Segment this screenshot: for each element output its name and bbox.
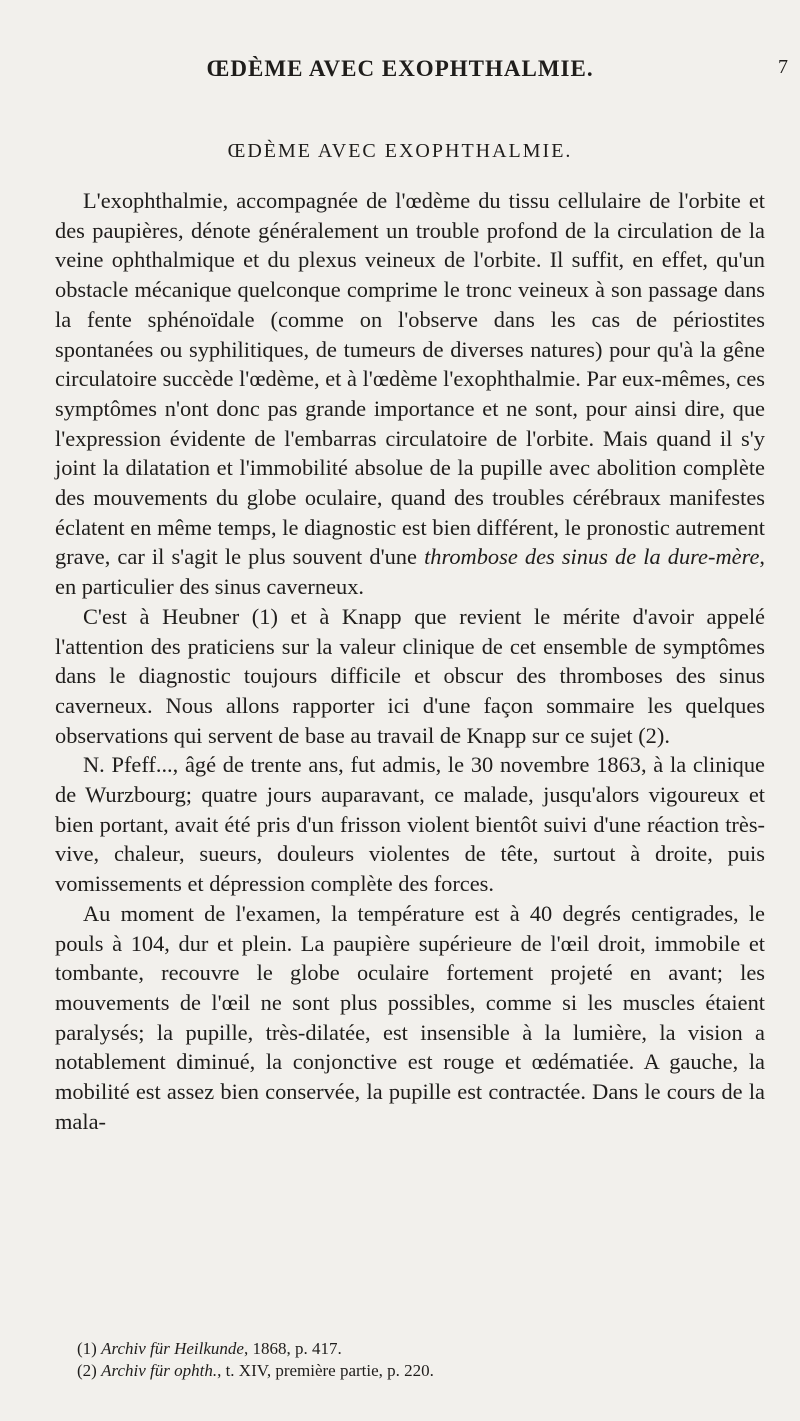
- footnote-1: [55, 1338, 765, 1360]
- paragraph-1-text-b: , en particulier des sinus caverneux.: [55, 544, 765, 600]
- paragraph-3-text: N. Pfeff..., âgé de trente ans, fut admis, le 30 novembre 1863, à la clinique de Wurzbourg; quatre jours auparavant, ce malade, jusqu'alors vigoureux et bien portant, avait été pris d'un frisson violent bientôt suivi d'une réaction très-vive, chaleur, sueurs, douleurs violentes de tête, surtout à droite, puis vomissements et dépression complète des forces.: [55, 752, 765, 897]
- footnote-2-detail: , t. XIV, première partie, p. 220.: [217, 1361, 434, 1380]
- footnote-1-source: Archiv für Heilkunde: [101, 1339, 244, 1358]
- footnote-2: [55, 1360, 765, 1382]
- footnote-1-mark: (1): [77, 1339, 97, 1358]
- section-title: ŒDÈME AVEC EXOPHTHALMIE.: [227, 140, 573, 162]
- paragraph-2: [55, 602, 765, 751]
- paragraph-1-italic-term: thrombose des sinus de la dure-mère: [424, 544, 760, 570]
- footnote-2-source: Archiv für ophth.: [101, 1361, 218, 1380]
- paragraph-1-text-a: L'exophthalmie, accompagnée de l'œdème du tissu cellulaire de l'orbite et des paupières, dénote généralement un trouble profond de la circulation de la veine ophthalmique et du plexus veineux de l'orbite. Il suffit, en effet, qu'un obstacle mécanique quelconque comprime le tronc veineux à son passage dans la fente sphénoïdale (comme on l'observe dans les cas de périostites spontanées ou syphilitiques, de tumeurs de diverses natures) pour qu'à la gêne circulatoire succède l'œdème, et à l'œdème l'exophthalmie. Par eux-mêmes, ces symptômes n'ont donc pas grande importance et ne sont, pour ainsi dire, que l'expression évidente de l'embarras circulatoire de l'orbite. Mais quand il s'y joint la dilatation et l'immobilité absolue de la pupille avec abolition complète des mouvements du globe oculaire, quand des troubles cérébraux manifestes éclatent en même temps, le diagnostic est bien différent, le pronostic autrement grave, car il s'agit le plus souvent d'une: [55, 188, 765, 570]
- paragraph-1: [55, 186, 765, 602]
- body-text: [55, 186, 765, 1137]
- paragraph-3: [55, 750, 765, 899]
- footnotes: [55, 1338, 765, 1382]
- paragraph-4-text: Au moment de l'examen, la température est à 40 degrés centigrades, le pouls à 104, dur et plein. La paupière supérieure de l'œil droit, immobile et tombante, recouvre le globe oculaire fortement projeté en avant; les mouvements de l'œil ne sont plus possibles, comme si les muscles étaient paralysés; la pupille, très-dilatée, est insensible à la lumière, la vision a notablement diminué, la conjonctive est rouge et œdématiée. A gauche, la mobilité est assez bien conservée, la pupille est contractée. Dans le cours de la mala-: [55, 900, 765, 1134]
- page-number: 7: [778, 56, 788, 78]
- paragraph-2-text: C'est à Heubner (1) et à Knapp que revient le mérite d'avoir appelé l'attention des praticiens sur la valeur clinique de cet ensemble de symptômes dans le diagnostic toujours difficile et obscur des thromboses des sinus caverneux. Nous allons rapporter ici d'une façon sommaire les quelques observations qui servent de base au travail de Knapp sur ce sujet (2).: [55, 603, 765, 748]
- footnote-2-mark: (2): [77, 1361, 97, 1380]
- paragraph-4: [55, 899, 765, 1137]
- footnote-1-detail: , 1868, p. 417.: [243, 1339, 342, 1358]
- running-head: ŒDÈME AVEC EXOPHTHALMIE.: [206, 56, 594, 81]
